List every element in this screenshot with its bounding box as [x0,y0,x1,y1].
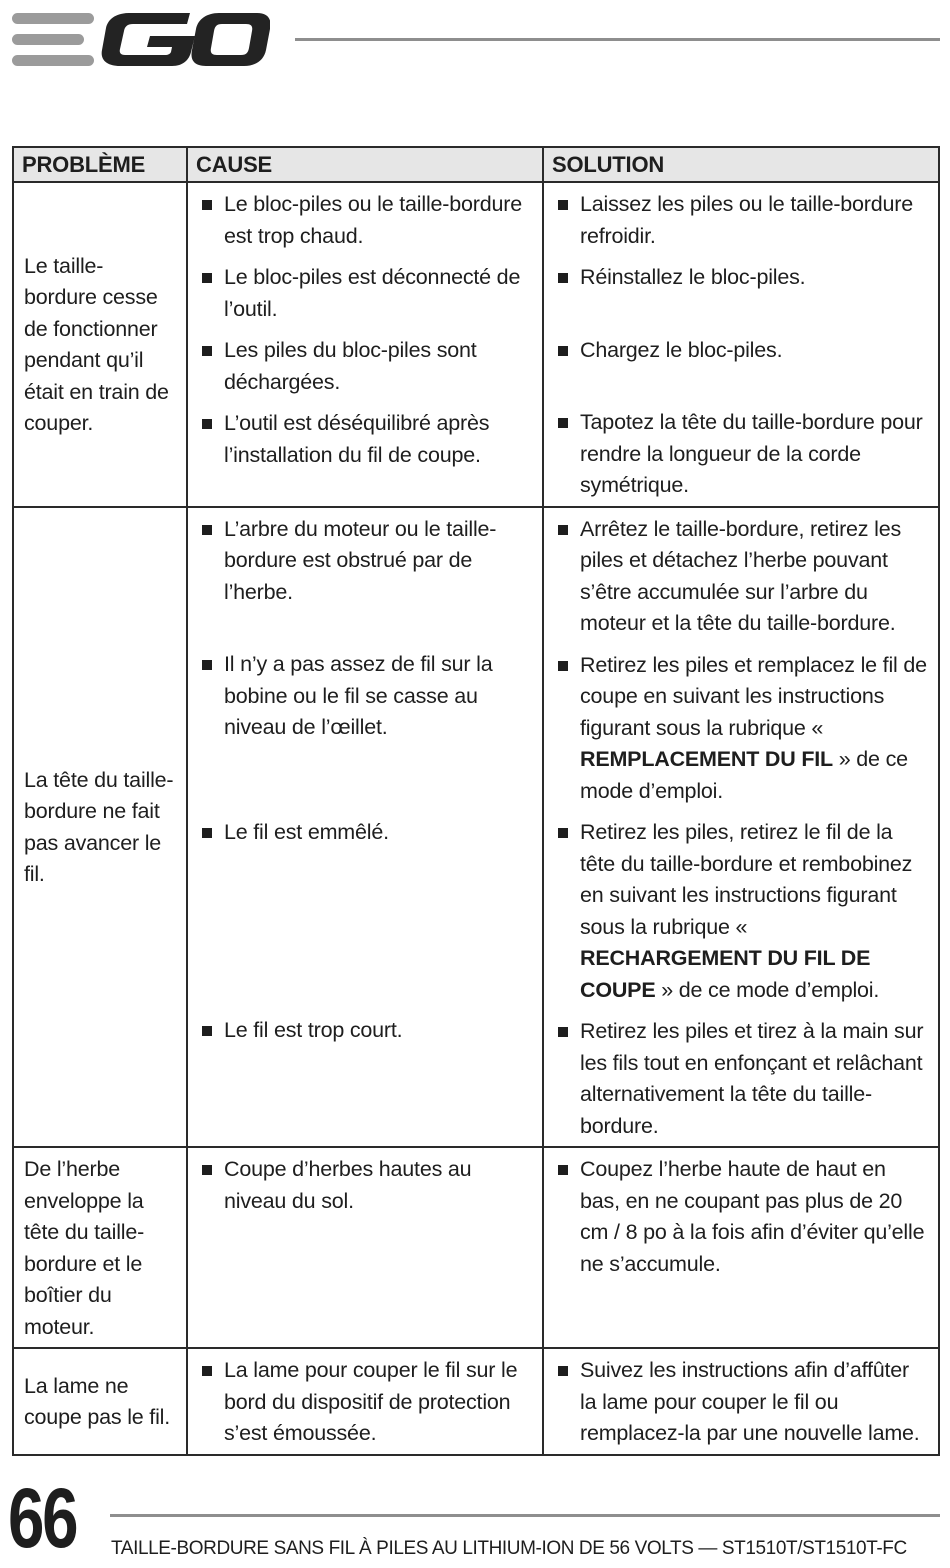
square-bullet-icon [202,346,212,356]
cause-text: Il n’y a pas assez de fil sur la bobine ou le fil se casse au niveau de l’œillet. [224,652,493,739]
square-bullet-icon [202,200,212,210]
column-header-problem: PROBLÈME [13,147,187,182]
manual-section-reference: RECHARGEMENT DU FIL DE COUPE [580,946,871,1002]
cause-text: Coupe d’herbes hautes au niveau du sol. [224,1157,472,1213]
solution-cell [543,507,939,1148]
problem-cell [13,1348,187,1455]
cause-text: Les piles du bloc-piles sont déchargées. [224,338,477,394]
solution-item [554,189,932,252]
square-bullet-icon [558,418,568,428]
square-bullet-icon [558,525,568,535]
cause-cell [187,182,543,507]
solution-text: Coupez l’herbe haute de haut en bas, en ne coupant pas plus de 20 cm / 8 po à la fois afin d’éviter qu’elle ne s’accumule. [580,1157,925,1276]
square-bullet-icon [558,273,568,283]
solution-item [554,817,932,1006]
problem-text: De l’herbe enveloppe la tête du taille-bordure et le boîtier du moteur. [24,1157,145,1339]
column-header-solution: SOLUTION [543,147,939,182]
ego-logo [12,10,270,68]
square-bullet-icon [202,1165,212,1175]
footer-divider [110,1514,940,1517]
problem-text: La tête du taille-bordure ne fait pas avancer le fil. [24,767,174,887]
cause-text: Le bloc-piles est déconnecté de l’outil. [224,265,521,321]
cause-cell [187,507,543,1148]
square-bullet-icon [558,661,568,671]
solution-item [554,1154,932,1280]
square-bullet-icon [202,419,212,429]
cause-item [198,514,536,609]
cause-item [198,335,536,398]
solution-text: Retirez les piles et tirez à la main sur les fils tout en enfonçant et relâchant alternativement la tête du taille-bordure. [580,1019,924,1138]
solution-text: Tapotez la tête du taille-bordure pour rendre la longueur de la corde symétrique. [580,410,923,497]
cause-item [198,1154,536,1217]
solution-cell [543,1348,939,1455]
square-bullet-icon [202,525,212,535]
solution-item [554,262,932,294]
footer-title: TAILLE-BORDURE SANS FIL À PILES AU LITHIUM-ION DE 56 VOLTS — ST1510T/ST1510T-FC [111,1538,907,1559]
solution-item [554,514,932,640]
square-bullet-icon [558,1165,568,1175]
header-divider [295,38,940,41]
solution-text: Chargez le bloc-piles. [580,337,783,362]
solution-item [554,1016,932,1142]
square-bullet-icon [202,273,212,283]
table-row [13,182,939,507]
problem-cell [13,1147,187,1348]
square-bullet-icon [202,1026,212,1036]
troubleshooting-table [12,146,940,1456]
solution-text: Laissez les piles ou le taille-bordure refroidir. [580,192,913,248]
cause-cell [187,1348,543,1455]
solution-cell [543,1147,939,1348]
table-row [13,1147,939,1348]
cause-item [198,408,536,471]
cause-text: L’arbre du moteur ou le taille-bordure est obstrué par de l’herbe. [224,516,497,604]
cause-text: La lame pour couper le fil sur le bord du dispositif de protection s’est émoussée. [224,1358,518,1445]
solution-item [554,650,932,808]
table-header-row [13,147,939,182]
square-bullet-icon [558,1027,568,1037]
table-row [13,1348,939,1455]
cause-cell [187,1147,543,1348]
cause-item [198,1015,536,1047]
solution-text: Arrêtez le taille-bordure, retirez les piles et détachez l’herbe pouvant s’être accumulée sur l’arbre du moteur et la tête du taille-bordure. [580,516,901,635]
solution-text: Retirez les piles et remplacez le fil de coupe en suivant les instructions figurant sous la rubrique « [580,652,927,740]
cause-text: Le bloc-piles ou le taille-bordure est trop chaud. [224,192,522,248]
problem-text: La lame ne coupe pas le fil. [24,1373,170,1430]
cause-text: Le fil est trop court. [224,1018,403,1042]
solution-text: » de ce mode d’emploi. [655,977,880,1002]
manual-section-reference: REMPLACEMENT DU FIL [580,747,833,771]
page-number: 66 [8,1471,77,1565]
square-bullet-icon [202,1366,212,1376]
solution-item [554,1355,932,1450]
problem-cell [13,507,187,1148]
solution-text: Suivez les instructions afin d’affûter la lame pour couper le fil ou remplacez-la par une nouvelle lame. [580,1358,920,1445]
square-bullet-icon [202,828,212,838]
square-bullet-icon [558,346,568,356]
solution-text: Réinstallez le bloc-piles. [580,265,806,289]
problem-cell [13,182,187,507]
cause-item [198,649,536,744]
square-bullet-icon [558,200,568,210]
solution-item [554,335,932,367]
solution-text: » de ce mode d’emploi. [580,747,908,803]
cause-text: Le fil est emmêlé. [224,819,389,844]
solution-item [554,407,932,502]
table-row [13,507,939,1148]
cause-item [198,189,536,252]
square-bullet-icon [558,828,568,838]
cause-text: L’outil est déséquilibré après l’installation du fil de coupe. [224,411,490,467]
column-header-cause: CAUSE [187,147,543,182]
square-bullet-icon [558,1366,568,1376]
cause-item [198,817,536,849]
solution-cell [543,182,939,507]
page-header [0,0,950,80]
cause-item [198,262,536,325]
problem-text: Le taille-bordure cesse de fonctionner pendant qu’il était en train de couper. [24,253,169,436]
square-bullet-icon [202,660,212,670]
cause-item [198,1355,536,1450]
solution-text: Retirez les piles, retirez le fil de la tête du taille-bordure et rembobinez en suivant les instructions figurant sous la rubrique « [580,820,913,939]
